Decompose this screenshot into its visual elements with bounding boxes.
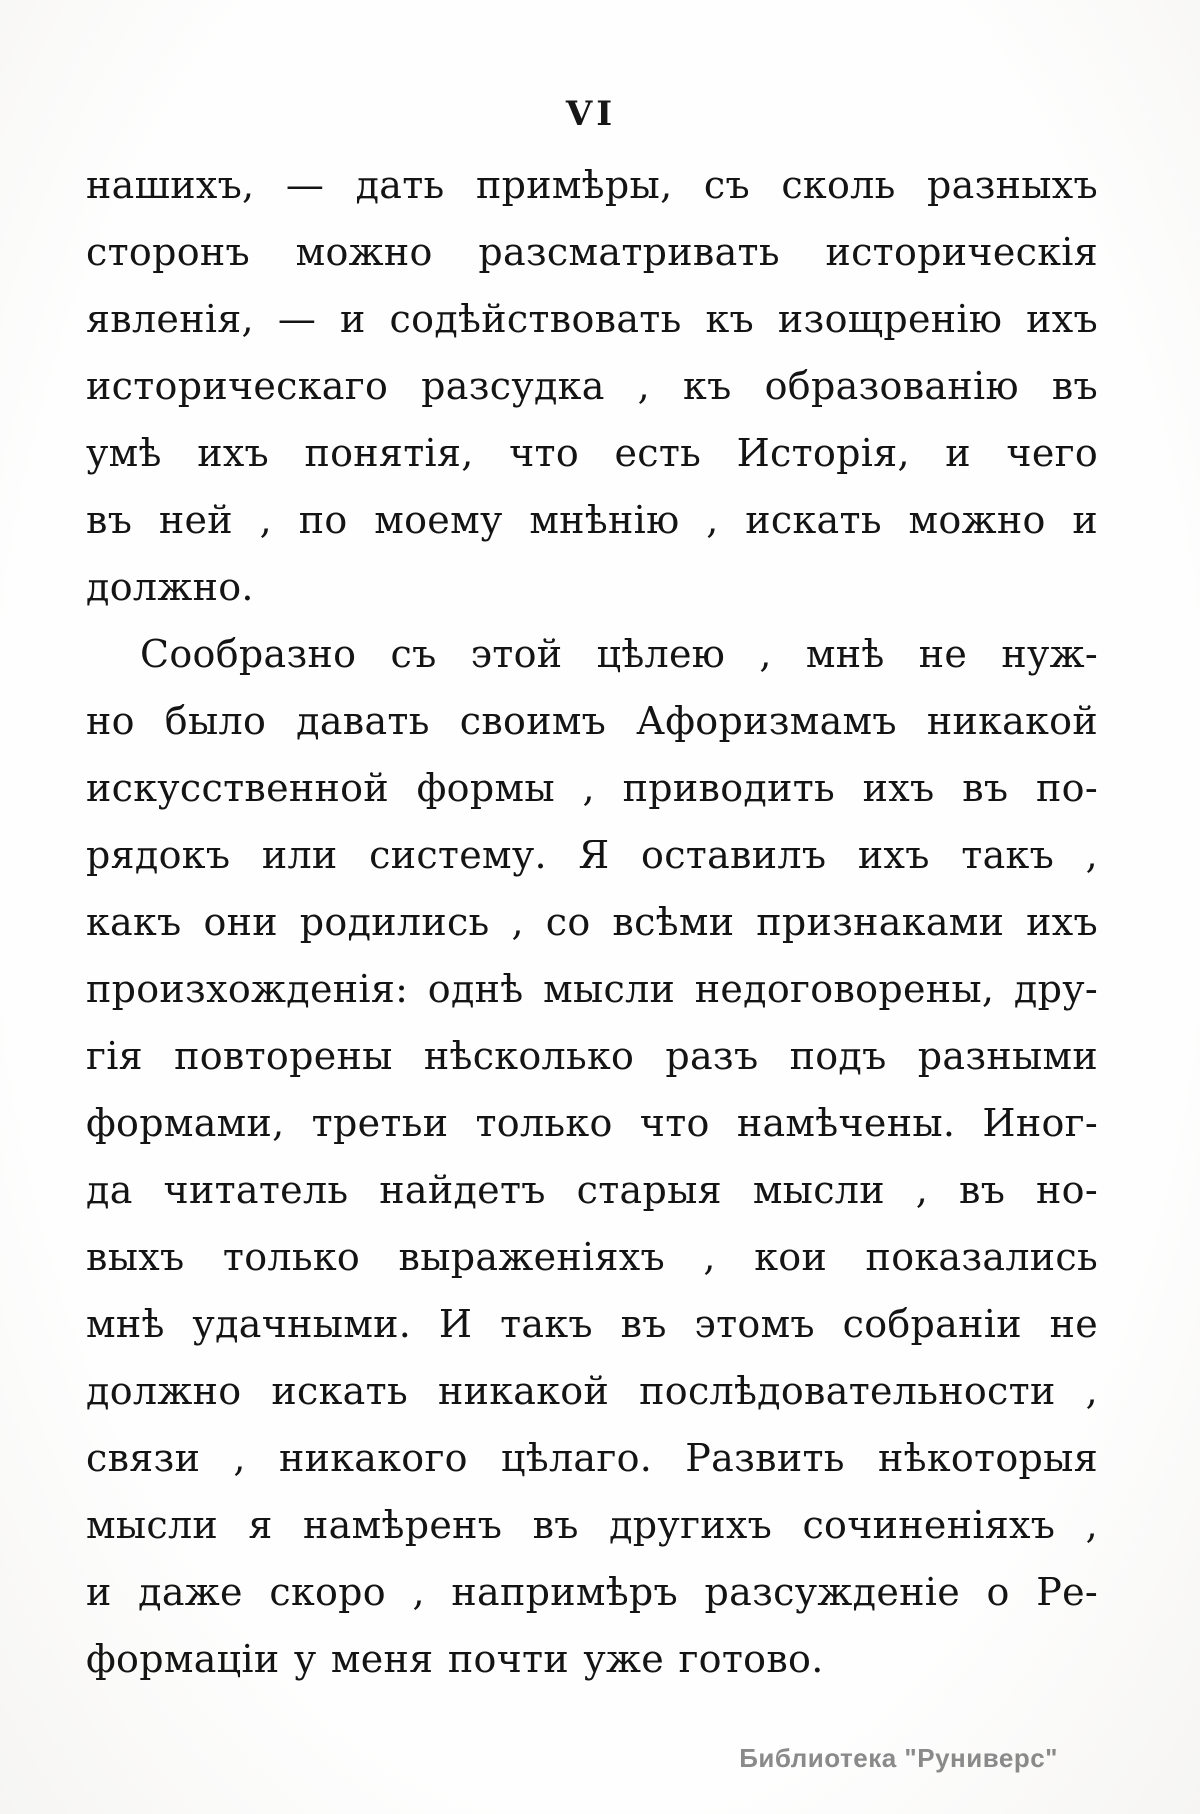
text-line: умѣ ихъ понятія, что есть Исторія, и чего xyxy=(86,431,1098,475)
watermark-label: Библиотека "Руниверс" xyxy=(739,1743,1058,1773)
text-line: какъ они родились , со всѣми признаками ихъ xyxy=(86,900,1098,944)
text-line: Сообразно съ этой цѣлею , мнѣ не нуж- xyxy=(140,632,1098,676)
text-line: должно. xyxy=(86,565,254,609)
text-line: сторонъ можно разсматривать историческія xyxy=(86,230,1098,274)
text-line: въ ней , по моему мнѣнію , искать можно и xyxy=(86,498,1098,542)
text-line: должно искать никакой послѣдовательности , xyxy=(86,1369,1098,1413)
text-line: связи , никакого цѣлаго. Развить нѣкоторыя xyxy=(86,1436,1098,1480)
text-line: историческаго разсудка , къ образованію въ xyxy=(86,364,1098,408)
text-line: и даже скоро , напримѣръ разсужденіе о Ре- xyxy=(86,1570,1098,1614)
text-line: явленія, — и содѣйствовать къ изощренію ихъ xyxy=(86,297,1098,341)
text-line: мнѣ удачными. И такъ въ этомъ собраніи не xyxy=(86,1302,1098,1346)
text-line: произхожденія: однѣ мысли недоговорены, дру- xyxy=(86,967,1098,1011)
text-line: искусственной формы , приводить ихъ въ по- xyxy=(86,766,1098,810)
text-line: мысли я намѣренъ въ другихъ сочиненіяхъ , xyxy=(86,1503,1098,1547)
text-line: да читатель найдетъ старыя мысли , въ но- xyxy=(86,1168,1098,1212)
text-line: гія повторены нѣсколько разъ подъ разными xyxy=(86,1034,1098,1078)
text-line: рядокъ или систему. Я оставилъ ихъ такъ , xyxy=(86,833,1098,877)
text-line: формами, третьи только что намѣчены. Иног- xyxy=(86,1101,1098,1145)
page-number: VI xyxy=(565,94,617,134)
text-line: формаціи у меня почти уже готово. xyxy=(86,1637,824,1681)
text-line: нашихъ, — дать примѣры, съ сколь разныхъ xyxy=(86,163,1098,207)
text-line: выхъ только выраженіяхъ , кои показались xyxy=(86,1235,1098,1279)
text-line: но было давать своимъ Афоризмамъ никакой xyxy=(86,699,1098,743)
page-text xyxy=(86,152,1098,1693)
